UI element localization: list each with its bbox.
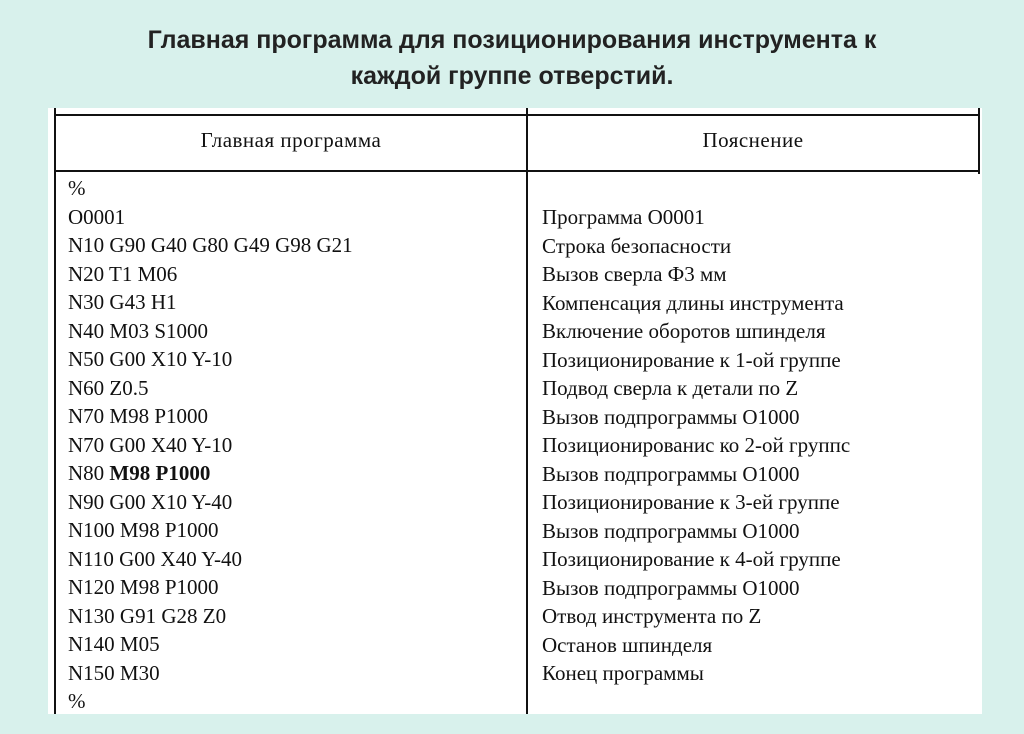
explanation-line: Позиционирование к 4-ой группе <box>542 547 841 571</box>
program-line: N40 M03 S1000 <box>68 318 209 343</box>
program-line: N70 G00 X40 Y-10 <box>68 432 233 457</box>
program-line-prefix: N80 <box>68 461 110 485</box>
table-left-border <box>54 108 56 714</box>
explanation-line: Конец программы <box>542 661 704 685</box>
header-program: Главная программа <box>200 127 382 152</box>
explanation-line: Включение оборотов шпинделя <box>542 319 826 343</box>
program-line: % <box>68 176 86 200</box>
program-line: N100 M98 P1000 <box>68 518 219 542</box>
program-line: N70 M98 P1000 <box>68 404 209 428</box>
explanation-lines <box>542 203 982 688</box>
program-line: N110 G00 X40 Y-40 <box>68 546 243 571</box>
explanation-line: Вызов сверла Ф3 мм <box>542 262 727 286</box>
explanation-line: Подвод сверла к детали по Z <box>542 376 799 400</box>
header-explanation: Пояснение <box>702 127 804 152</box>
explanation-line: Вызов подпрограммы O1000 <box>542 461 800 486</box>
explanation-line: Вызов подпрограммы O1000 <box>542 404 800 429</box>
explanation-line: Вызов подпрограммы O1000 <box>542 575 800 600</box>
slide-title-line-2: каждой группе отверстий. <box>350 62 674 90</box>
explanation-line: Позиционирование к 1-ой группе <box>542 347 841 372</box>
table-column-divider <box>526 108 528 714</box>
explanation-line: Отвод инструмента по Z <box>542 604 762 628</box>
header-bottom-rule <box>54 170 980 172</box>
program-line: N10 G90 G40 G80 G49 G98 G21 <box>68 233 353 257</box>
program-line: O0001 <box>68 204 126 229</box>
program-line: N30 G43 H1 <box>68 290 177 314</box>
program-line: N120 M98 P1000 <box>68 575 219 599</box>
program-line: N50 G00 X10 Y-10 <box>68 347 233 371</box>
explanation-line: Компенсация длины инструмента <box>542 290 844 315</box>
program-line: N90 G00 X10 Y-40 <box>68 489 233 514</box>
program-line-bold-part: M98 P1000 <box>109 461 211 485</box>
program-line: N60 Z0.5 <box>68 375 149 400</box>
program-lines <box>68 174 518 716</box>
program-line-bold <box>68 459 518 488</box>
explanation-line: Позиционированис ко 2-ой группс <box>542 433 851 457</box>
program-line: N20 T1 M06 <box>68 261 178 286</box>
program-table <box>48 108 982 714</box>
table-right-border <box>978 108 980 174</box>
explanation-line: Вызов подпрограммы O1000 <box>542 518 800 543</box>
header-top-rule <box>54 114 980 116</box>
slide-title-line-1: Главная программа для позиционирования инструмента к <box>147 26 877 54</box>
program-line: N130 G91 G28 Z0 <box>68 603 227 628</box>
explanation-line: Позиционирование к 3-ей группе <box>542 490 840 514</box>
program-line: N150 M30 <box>68 660 160 685</box>
slide-title <box>0 22 1024 94</box>
program-line: % <box>68 689 86 713</box>
explanation-line: Останов шпинделя <box>542 632 713 657</box>
explanation-line: Строка безопасности <box>542 233 732 258</box>
program-line: N140 M05 <box>68 632 160 656</box>
explanation-line: Программа O0001 <box>542 205 705 229</box>
